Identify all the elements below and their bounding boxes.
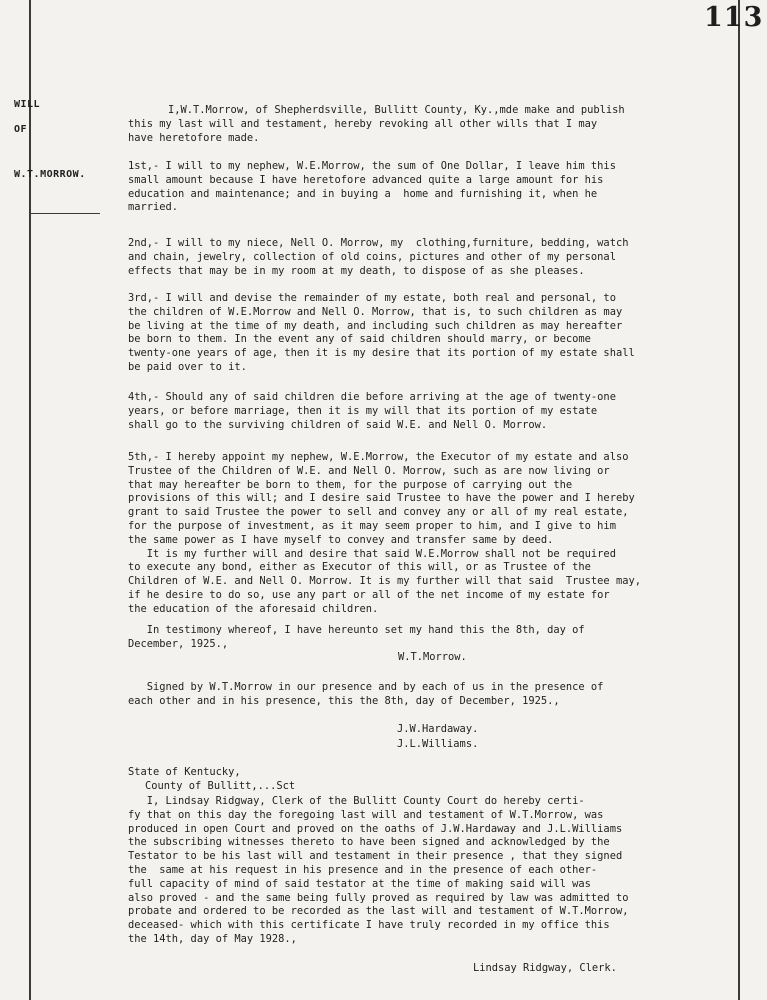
margin-label-of: OF	[14, 124, 28, 135]
text-line: education and maintenance; and in buying a home and furnishing it, when he	[128, 187, 598, 200]
text-line: the subscribing witnesses thereto to have been signed and acknowledged by the	[128, 836, 610, 849]
text-line: deceased- which with this certificate I have truly recorded in my office this	[128, 919, 610, 932]
text-line: effects that may be in my room at my death, to dispose of as she pleases.	[128, 264, 585, 277]
text-line: that may hereafter be born to them, for the purpose of carrying out the	[128, 478, 573, 491]
text-line: Children of W.E. and Nell O. Morrow. It is my further will that said Trustee may,	[128, 575, 641, 588]
margin-label-will: WILL	[14, 99, 41, 110]
text-line: also proved - and the same being fully proved as required by law was admitted to	[128, 891, 629, 904]
text-line: full capacity of mind of said testator at the time of making said will was	[128, 877, 591, 890]
text-line: the same power as I have myself to convey and transfer same by deed.	[128, 533, 554, 546]
text-line: Trustee of the Children of W.E. and Nell O. Morrow, such as are now living or	[128, 464, 610, 477]
attestation-paragraph	[128, 681, 762, 709]
intro-paragraph	[128, 104, 762, 145]
page-number: 113	[704, 2, 764, 33]
clerk-signature: Lindsay Ridgway, Clerk.	[473, 962, 617, 974]
margin-label-name: W.T.MORROW.	[14, 169, 86, 180]
first-clause	[128, 160, 762, 215]
witness-signature-1: J.W.Hardaway.	[397, 723, 479, 735]
text-line: fy that on this day the foregoing last will and testament of W.T.Morrow, was	[128, 808, 604, 821]
text-line: be born to them. In the event any of said children should marry, or become	[128, 333, 591, 346]
second-clause	[128, 237, 762, 278]
text-line: Signed by W.T.Morrow in our presence and by each of us in the presence of	[128, 681, 604, 693]
text-line: shall go to the surviving children of said W.E. and Nell O. Morrow.	[128, 418, 548, 431]
text-line: I,W.T.Morrow, of Shepherdsville, Bullitt County, Ky.,mde make and publish	[168, 104, 625, 116]
text-line: probate and ordered to be recorded as the last will and testament of W.T.Morrow,	[128, 905, 629, 918]
margin-divider	[30, 213, 100, 214]
text-line: produced in open Court and proved on the oaths of J.W.Hardaway and J.L.Williams	[128, 822, 623, 835]
text-line: this my last will and testament, hereby revoking all other wills that I may	[128, 117, 598, 130]
testimony-paragraph	[128, 624, 762, 652]
left-margin-rule	[29, 0, 31, 1000]
text-line: the same at his request in his presence and in the presence of each other-	[128, 863, 598, 876]
testator-signature: W.T.Morrow.	[398, 651, 467, 663]
text-line: married.	[128, 201, 179, 214]
text-line: December, 1925.,	[128, 637, 229, 650]
text-line: 4th,- Should any of said children die before arriving at the age of twenty-one	[128, 391, 616, 403]
text-line: years, or before marriage, then it is my will that its portion of my estate	[128, 404, 598, 417]
text-line: for the purpose of investment, as it may seem proper to him, and I give to him	[128, 519, 616, 532]
text-line: twenty-one years of age, then it is my desire that its portion of my estate shall	[128, 347, 635, 360]
text-line: I, Lindsay Ridgway, Clerk of the Bullitt County Court do hereby certi-	[128, 795, 585, 807]
text-line: the education of the aforesaid children.	[128, 602, 379, 615]
witness-signature-2: J.L.Williams.	[397, 738, 479, 750]
text-line: Testator to be his last will and testament in their presence , that they signed	[128, 850, 623, 863]
text-line: In testimony whereof, I have hereunto set my hand this the 8th, day of	[128, 624, 585, 636]
state-line: State of Kentucky,	[128, 766, 241, 778]
text-line: if he desire to do so, use any part or all of the net income of my estate for	[128, 588, 610, 601]
text-line: 3rd,- I will and devise the remainder of my estate, both real and personal, to	[128, 292, 616, 304]
text-line: the 14th, day of May 1928.,	[128, 932, 297, 945]
text-line: have heretofore made.	[128, 131, 260, 144]
text-line: It is my further will and desire that said W.E.Morrow shall not be required	[128, 547, 616, 560]
text-line: 2nd,- I will to my niece, Nell O. Morrow, my clothing,furniture, bedding, watch	[128, 237, 629, 249]
third-clause	[128, 292, 762, 375]
text-line: provisions of this will; and I desire said Trustee to have the power and I hereby	[128, 492, 635, 505]
clerk-certificate	[128, 795, 762, 947]
county-line: County of Bullitt,...Sct	[145, 780, 296, 792]
text-line: small amount because I have heretofore advanced quite a large amount for his	[128, 173, 604, 186]
text-line: be paid over to it.	[128, 360, 247, 373]
fourth-clause	[128, 391, 762, 432]
text-line: 1st,- I will to my nephew, W.E.Morrow, the sum of One Dollar, I leave him this	[128, 160, 616, 172]
text-line: be living at the time of my death, and including such children as may hereafter	[128, 319, 623, 332]
text-line: 5th,- I hereby appoint my nephew, W.E.Morrow, the Executor of my estate and also	[128, 451, 629, 463]
text-line: the children of W.E.Morrow and Nell O. Morrow, that is, to such children as may	[128, 305, 623, 318]
text-line: grant to said Trustee the power to sell and convey any or all of my real estate,	[128, 506, 629, 519]
text-line: and chain, jewelry, collection of old coins, pictures and other of my personal	[128, 250, 616, 263]
text-line: each other and in his presence, this the 8th, day of December, 1925.,	[128, 694, 560, 707]
fifth-clause	[128, 451, 762, 617]
text-line: to execute any bond, either as Executor of this will, or as Trustee of the	[128, 561, 591, 574]
